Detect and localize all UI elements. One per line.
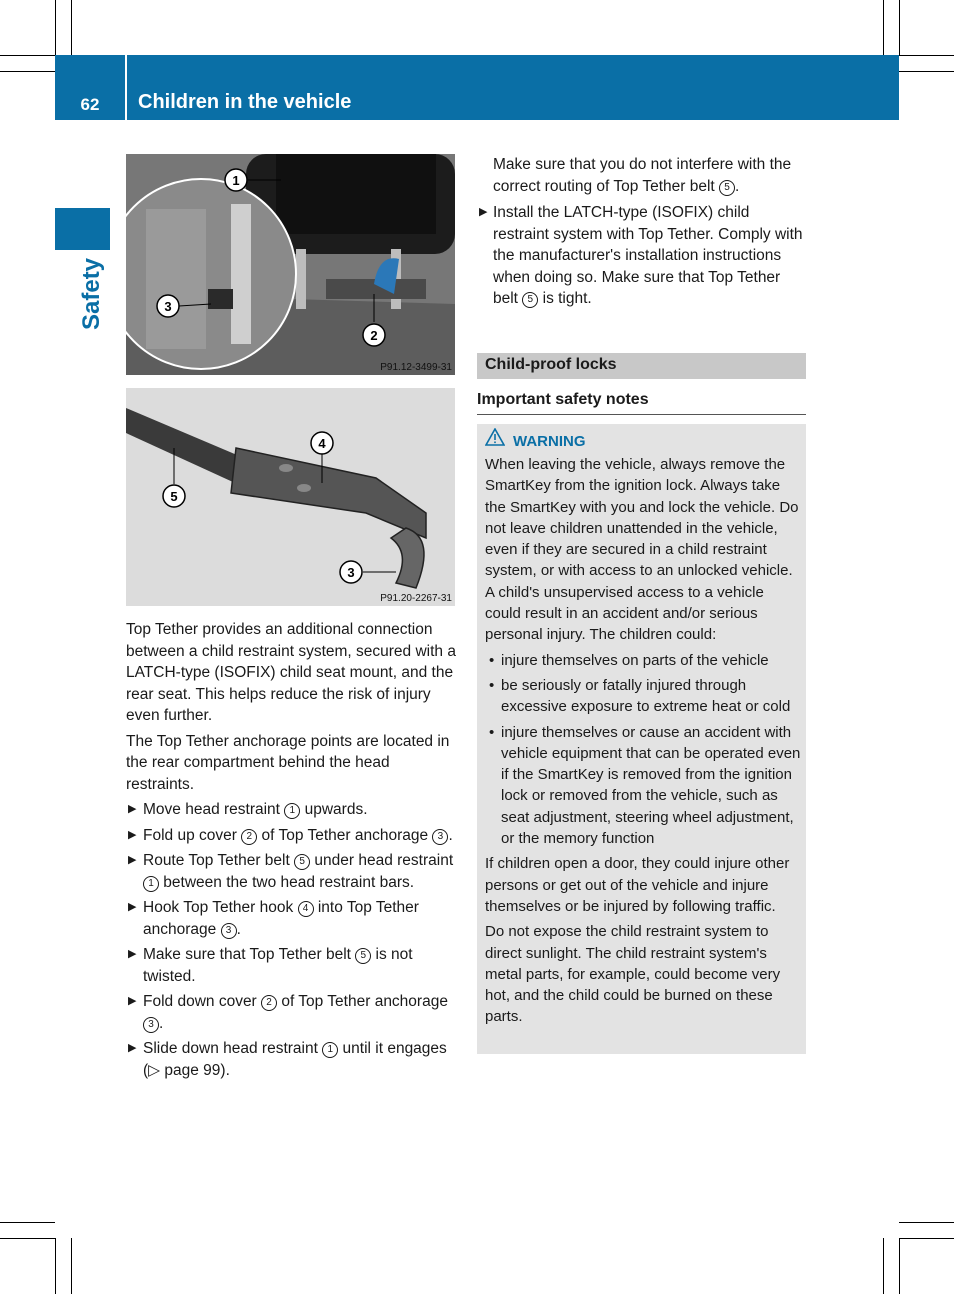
callout-ref: 3 [143,1017,159,1033]
crop-mark [55,1238,56,1294]
page-header [55,55,899,120]
figure-head-restraint [126,154,455,375]
page-link[interactable]: ▷ page 99). [148,1061,230,1079]
callout-ref: 1 [322,1042,338,1058]
callout-ref: 1 [143,876,159,892]
instruction-step: ▶ Fold down cover 2 of Top Tether anchorage 3 . [128,993,448,1032]
arrow-icon: ▶ [128,995,137,1007]
callout-3b: 3 [347,565,355,580]
callout-ref: 3 [221,923,237,939]
warning-heading [485,428,586,450]
crop-mark [0,1222,55,1223]
instruction-step: ▶ Slide down head restraint 1 until it engages (▷ page 99). [128,1040,447,1079]
figure-code: P91.20-2267-31 [380,593,452,604]
section-heading-bar [477,353,806,379]
top-tether-hook-illustration [126,388,455,606]
callout-ref: 1 [284,803,300,819]
paragraph: The Top Tether anchorage points are located in the rear compartment behind the head restraints. [126,732,450,793]
subheading: Important safety notes [477,391,806,415]
callout-ref: 5 [355,948,371,964]
callout-ref: 4 [298,901,314,917]
crop-mark [899,0,900,55]
list-item: • be seriously or fatally injured through excessive exposure to extreme heat or cold [489,676,791,716]
crop-mark [899,71,954,72]
arrow-icon: ▶ [128,803,137,815]
instruction-step: ▶ Fold up cover 2 of Top Tether anchorage 3 . [126,825,458,847]
arrow-icon: ▶ [128,901,137,913]
crop-mark [899,1238,900,1294]
paragraph: Do not expose the child restraint system to direct sunlight. The child restraint system's metal parts, for example, could become very hot, and the child could be burned on these parts. [485,923,781,1026]
paragraph: Top Tether provides an additional connection between a child restraint system, secured with a LATCH-type (ISOFIX) child seat mount, and the rear seat. This helps reduce the risk of injury even further. [126,621,456,724]
paragraph: Make sure that you do not interfere with the correct routing of Top Tether belt 5 . [493,156,792,195]
warning-label: WARNING [513,433,586,450]
crop-mark [0,71,55,72]
section-heading: Child-proof locks [485,356,617,373]
callout-2: 2 [370,328,378,343]
page-number: 62 [80,95,100,114]
callout-ref: 2 [241,829,257,845]
head-restraint-illustration [126,154,455,375]
callout-ref: 5 [522,292,538,308]
arrow-icon: ▶ [128,854,137,866]
figure-code: P91.12-3499-31 [380,362,452,373]
callout-1: 1 [232,173,240,188]
crop-mark [0,1238,55,1239]
list-item: • injure themselves or cause an accident with vehicle equipment that can be operated even if the SmartKey is removed from the ignition lock or removed from the vehicle, such as seat adjustment, steering wheel adjustment, or the memory function [489,723,801,848]
warning-box [477,424,806,1054]
paragraph: If children open a door, they could injure other persons or get out of the vehicle and injure themselves or be injured by following traffic. [485,855,790,915]
callout-ref: 5 [719,180,735,196]
arrow-icon: ▶ [128,1042,137,1054]
arrow-icon: ▶ [479,206,488,218]
callout-ref: 3 [432,829,448,845]
instruction-step: ▶ Make sure that Top Tether belt 5 is not twisted. [128,946,413,985]
crop-mark [899,55,954,56]
figure-top-tether-hook [126,388,455,606]
crop-mark [0,55,55,56]
crop-mark [899,1222,954,1223]
callout-5: 5 [170,489,178,504]
crop-mark [71,0,72,55]
warning-text [485,454,801,1032]
arrow-icon: ▶ [128,948,137,960]
header-divider [125,55,127,120]
instruction-step: ▶ Hook Top Tether hook 4 into Top Tether anchorage 3 . [128,899,419,938]
left-column [126,619,458,1085]
list-item: • injure themselves on parts of the vehicle [489,651,769,669]
callout-3: 3 [164,299,172,314]
callout-ref: 5 [294,854,310,870]
crop-mark [71,1238,72,1294]
instruction-step: ▶ Route Top Tether belt 5 under head restraint 1 between the two head restraint bars. [128,852,454,891]
callout-4: 4 [318,436,326,451]
instruction-step: ▶ Install the LATCH-type (ISOFIX) child restraint system with Top Tether. Comply with the manufacturer's installation instructions when doing so. Make sure that Top Tether belt 5 is tight. [479,204,803,307]
instruction-step: ▶ Move head restraint 1 upwards. [126,799,458,821]
chapter-title: Children in the vehicle [138,91,352,113]
right-column [477,154,809,314]
crop-mark [55,0,56,55]
callout-ref: 2 [261,995,277,1011]
side-section-label: Safety [78,257,105,330]
paragraph: When leaving the vehicle, always remove the SmartKey from the ignition lock. Always take the SmartKey with you and lock the vehicle. Do not leave children unattended in the vehicle, even if they are secured in a child restraint system, or with access to an unlocked vehicle. A child's unsupervised access to a vehicle could result in an accident and/or serious personal injury. The children could: [485,456,799,644]
side-tab [55,208,110,250]
crop-mark [883,0,884,55]
arrow-icon: ▶ [128,828,137,841]
crop-mark [899,1238,954,1239]
warning-triangle-icon [485,428,505,450]
crop-mark [883,1238,884,1294]
